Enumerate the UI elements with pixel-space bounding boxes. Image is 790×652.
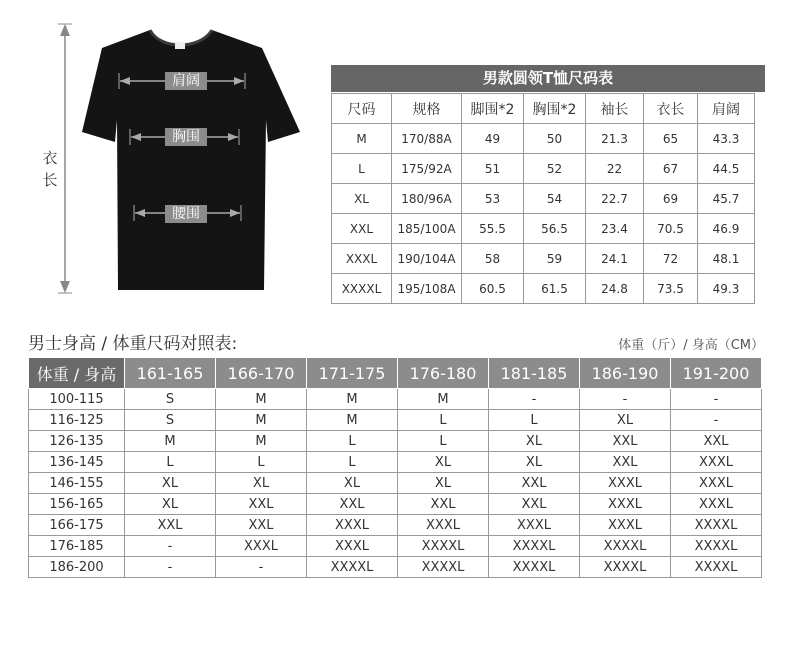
spec-cell: 54 — [524, 184, 586, 214]
size-spec-table — [331, 93, 755, 304]
hw-row — [29, 410, 762, 431]
waist-label: 腰围 — [165, 205, 207, 223]
hw-cell: M — [307, 389, 398, 410]
spec-header-row — [332, 94, 755, 124]
spec-cell: 51 — [462, 154, 524, 184]
hw-cell: XXXXL — [489, 557, 580, 578]
hw-cell: L — [216, 452, 307, 473]
hw-cell: 186-200 — [29, 557, 125, 578]
hw-cell: XL — [125, 494, 216, 515]
tshirt-shape — [82, 30, 300, 290]
hw-header-cell: 186-190 — [580, 358, 671, 389]
hw-header-cell: 161-165 — [125, 358, 216, 389]
hw-cell: XXXXL — [580, 557, 671, 578]
hw-cell: XXL — [580, 431, 671, 452]
hw-cell: 156-165 — [29, 494, 125, 515]
hw-cell: XXXL — [671, 473, 762, 494]
spec-header-cell: 肩阔 — [698, 94, 755, 124]
spec-cell: 44.5 — [698, 154, 755, 184]
hw-cell: L — [398, 431, 489, 452]
hw-cell: XXXL — [580, 515, 671, 536]
hw-row — [29, 473, 762, 494]
spec-cell: 24.8 — [586, 274, 644, 304]
spec-cell: 180/96A — [392, 184, 462, 214]
hw-cell: M — [307, 410, 398, 431]
spec-cell: 190/104A — [392, 244, 462, 274]
hw-row — [29, 494, 762, 515]
hw-cell: XXXXL — [671, 515, 762, 536]
hw-cell: L — [307, 452, 398, 473]
hw-cell: XXXXL — [398, 536, 489, 557]
spec-cell: 72 — [644, 244, 698, 274]
shirt-diagram — [0, 0, 320, 310]
hw-cell: M — [216, 389, 307, 410]
spec-cell: 23.4 — [586, 214, 644, 244]
hw-cell: - — [489, 389, 580, 410]
shoulder-label: 肩阔 — [165, 72, 207, 90]
hw-header-cell: 176-180 — [398, 358, 489, 389]
spec-cell: 59 — [524, 244, 586, 274]
hw-cell: M — [216, 431, 307, 452]
hw-cell: XXL — [489, 494, 580, 515]
hw-cell: S — [125, 410, 216, 431]
spec-header-cell: 脚围*2 — [462, 94, 524, 124]
chest-label: 胸围 — [165, 128, 207, 146]
hw-cell: XXXXL — [489, 536, 580, 557]
hw-header-row — [29, 358, 762, 389]
hw-cell: XL — [489, 452, 580, 473]
spec-header-cell: 衣长 — [644, 94, 698, 124]
spec-cell: 70.5 — [644, 214, 698, 244]
spec-row — [332, 214, 755, 244]
hw-row — [29, 452, 762, 473]
spec-cell: 52 — [524, 154, 586, 184]
spec-header-cell: 胸围*2 — [524, 94, 586, 124]
spec-cell: XXXXL — [332, 274, 392, 304]
spec-header-cell: 袖长 — [586, 94, 644, 124]
spec-cell: 55.5 — [462, 214, 524, 244]
hw-cell: - — [671, 410, 762, 431]
spec-cell: 67 — [644, 154, 698, 184]
hw-cell: 146-155 — [29, 473, 125, 494]
spec-cell: XXL — [332, 214, 392, 244]
spec-cell: 49.3 — [698, 274, 755, 304]
hw-cell: XXXL — [489, 515, 580, 536]
hw-header-cell: 171-175 — [307, 358, 398, 389]
spec-cell: 60.5 — [462, 274, 524, 304]
hw-cell: XXXXL — [671, 536, 762, 557]
hw-cell: - — [125, 536, 216, 557]
hw-cell: L — [307, 431, 398, 452]
spec-cell: 22.7 — [586, 184, 644, 214]
spec-cell: 69 — [644, 184, 698, 214]
hw-cell: XXL — [216, 515, 307, 536]
spec-cell: 195/108A — [392, 274, 462, 304]
hw-cell: XL — [580, 410, 671, 431]
hw-row — [29, 515, 762, 536]
hw-cell: XXXL — [216, 536, 307, 557]
length-label: 衣长 — [42, 149, 58, 189]
spec-cell: 50 — [524, 124, 586, 154]
hw-cell: XL — [489, 431, 580, 452]
spec-cell: 46.9 — [698, 214, 755, 244]
hw-cell: M — [125, 431, 216, 452]
spec-cell: 175/92A — [392, 154, 462, 184]
hw-cell: S — [125, 389, 216, 410]
hw-cell: XXL — [398, 494, 489, 515]
spec-row — [332, 184, 755, 214]
hw-cell: M — [216, 410, 307, 431]
spec-cell: 65 — [644, 124, 698, 154]
hw-cell: XXL — [216, 494, 307, 515]
spec-cell: 61.5 — [524, 274, 586, 304]
hw-cell: XXXXL — [671, 557, 762, 578]
spec-cell: 24.1 — [586, 244, 644, 274]
spec-cell: 185/100A — [392, 214, 462, 244]
hw-cell: XXL — [580, 452, 671, 473]
hw-cell: XXXXL — [580, 536, 671, 557]
hw-row — [29, 389, 762, 410]
hw-cell: XXL — [307, 494, 398, 515]
hw-chart-title: 男士身高 / 体重尺码对照表: — [28, 334, 238, 354]
hw-cell: XXXL — [307, 515, 398, 536]
hw-cell: XL — [216, 473, 307, 494]
hw-row — [29, 536, 762, 557]
spec-cell: L — [332, 154, 392, 184]
spec-cell: M — [332, 124, 392, 154]
spec-cell: 21.3 — [586, 124, 644, 154]
hw-cell: - — [671, 389, 762, 410]
hw-cell: XXXXL — [398, 557, 489, 578]
hw-cell: - — [125, 557, 216, 578]
spec-cell: 45.7 — [698, 184, 755, 214]
hw-cell: XL — [125, 473, 216, 494]
spec-header-cell: 规格 — [392, 94, 462, 124]
hw-row — [29, 557, 762, 578]
hw-cell: XL — [398, 473, 489, 494]
hw-unit-note: 体重（斤）/ 身高（CM） — [618, 338, 764, 353]
spec-cell: 58 — [462, 244, 524, 274]
hw-cell: M — [398, 389, 489, 410]
spec-cell: 22 — [586, 154, 644, 184]
hw-cell: 166-175 — [29, 515, 125, 536]
hw-cell: L — [125, 452, 216, 473]
spec-chart-title: 男款圆领T恤尺码表 — [331, 65, 765, 92]
spec-cell: 73.5 — [644, 274, 698, 304]
hw-row — [29, 431, 762, 452]
hw-cell: - — [216, 557, 307, 578]
hw-cell: XXXL — [580, 494, 671, 515]
hw-cell: XXXL — [580, 473, 671, 494]
hw-cell: - — [580, 389, 671, 410]
spec-cell: 53 — [462, 184, 524, 214]
spec-cell: XL — [332, 184, 392, 214]
spec-header-cell: 尺码 — [332, 94, 392, 124]
hw-cell: XL — [307, 473, 398, 494]
hw-cell: L — [489, 410, 580, 431]
hw-cell: 136-145 — [29, 452, 125, 473]
hw-cell: XXXL — [671, 494, 762, 515]
hw-cell: 176-185 — [29, 536, 125, 557]
hw-cell: 116-125 — [29, 410, 125, 431]
hw-cell: XXL — [125, 515, 216, 536]
hw-header-cell: 体重 / 身高 — [29, 358, 125, 389]
spec-cell: 56.5 — [524, 214, 586, 244]
hw-cell: 126-135 — [29, 431, 125, 452]
hw-cell: XXXXL — [307, 557, 398, 578]
hw-header-cell: 166-170 — [216, 358, 307, 389]
spec-row — [332, 154, 755, 184]
hw-cell: XXXL — [307, 536, 398, 557]
spec-cell: 43.3 — [698, 124, 755, 154]
hw-cell: 100-115 — [29, 389, 125, 410]
hw-cell: XL — [398, 452, 489, 473]
hw-header-cell: 181-185 — [489, 358, 580, 389]
spec-cell: XXXL — [332, 244, 392, 274]
spec-row — [332, 274, 755, 304]
height-weight-table — [28, 357, 762, 578]
spec-row — [332, 124, 755, 154]
hw-header-cell: 191-200 — [671, 358, 762, 389]
hw-cell: L — [398, 410, 489, 431]
spec-cell: 48.1 — [698, 244, 755, 274]
hw-cell: XXXL — [398, 515, 489, 536]
spec-row — [332, 244, 755, 274]
hw-cell: XXL — [671, 431, 762, 452]
spec-cell: 170/88A — [392, 124, 462, 154]
hw-cell: XXL — [489, 473, 580, 494]
spec-cell: 49 — [462, 124, 524, 154]
hw-cell: XXXL — [671, 452, 762, 473]
